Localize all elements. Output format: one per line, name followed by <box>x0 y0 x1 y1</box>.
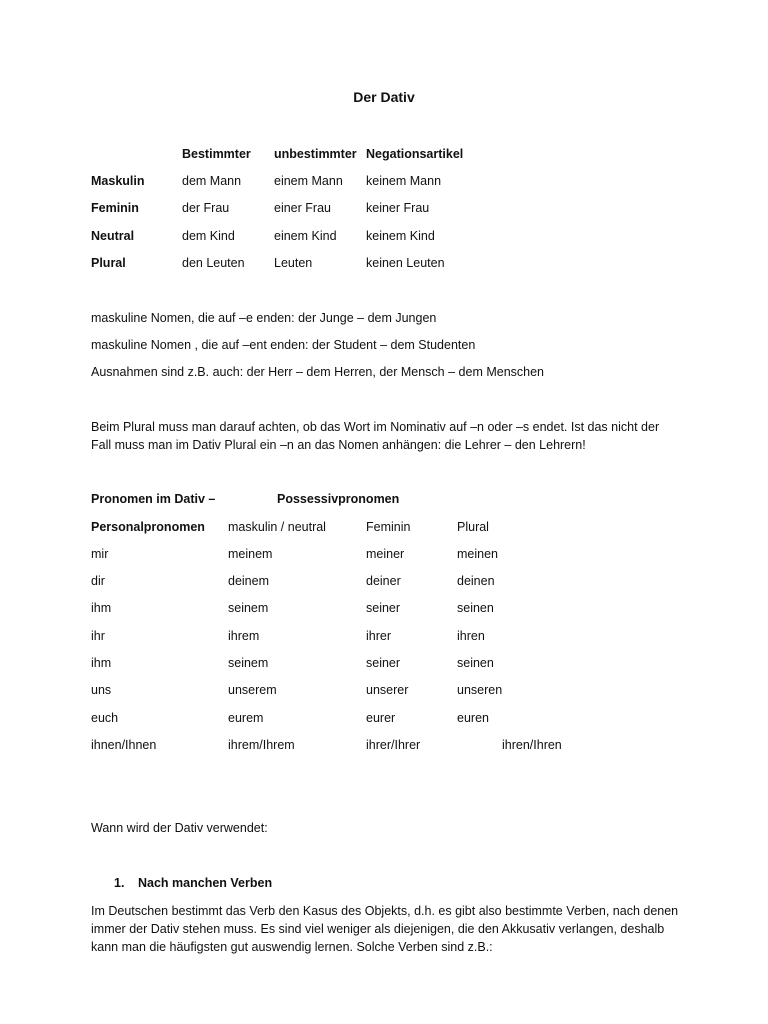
rule-line: maskuline Nomen , die auf –ent enden: der Student – dem Studenten <box>91 338 476 352</box>
header-bestimmter: Bestimmter <box>182 147 251 161</box>
table-cell: ihrer/Ihrer <box>366 738 421 752</box>
header-negationsartikel: Negationsartikel <box>366 147 464 161</box>
table-cell: ihrer <box>366 629 392 643</box>
plural-note: Beim Plural muss man darauf achten, ob das Wort im Nominativ auf –n oder –s endet. Ist das nicht der Fall muss man im Dativ Plural ein –n an das Nomen anhängen: die Lehrer – den Lehrern! <box>91 420 660 452</box>
table-cell: keinem Kind <box>366 229 435 243</box>
list-number: 1. <box>114 876 125 890</box>
header-feminin: Feminin <box>366 520 411 534</box>
table-cell: ihr <box>91 629 105 643</box>
table-cell: der Frau <box>182 201 230 215</box>
usage-question: Wann wird der Dativ verwendet: <box>91 821 268 835</box>
table-cell: einem Mann <box>274 174 343 188</box>
table-cell: seiner <box>366 656 401 670</box>
table-cell: euch <box>91 711 119 725</box>
table-cell: einer Frau <box>274 201 331 215</box>
table-cell: meinen <box>457 547 498 561</box>
table-cell: Leuten <box>274 256 313 270</box>
header-plural: Plural <box>457 520 489 534</box>
list-heading: Nach manchen Verben <box>138 876 273 890</box>
table-cell: keiner Frau <box>366 201 430 215</box>
table-cell: eurem <box>228 711 264 725</box>
table-cell: ihnen/Ihnen <box>91 738 157 752</box>
table-cell: seinem <box>228 656 269 670</box>
table-cell: ihm <box>91 656 112 670</box>
table-cell: unseren <box>457 683 503 697</box>
table-cell: seinen <box>457 656 494 670</box>
page-title: Der Dativ <box>353 89 415 105</box>
table-cell: euren <box>457 711 489 725</box>
row-label: Plural <box>91 256 126 270</box>
header-personalpronomen: Personalpronomen <box>91 520 205 534</box>
table-cell: seinem <box>228 601 269 615</box>
table-cell: einem Kind <box>274 229 337 243</box>
header-maskulin-neutral: maskulin / neutral <box>228 520 326 534</box>
table-cell: dem Kind <box>182 229 235 243</box>
table-cell: keinem Mann <box>366 174 442 188</box>
table-cell: ihrem/Ihrem <box>228 738 295 752</box>
table-cell: ihm <box>91 601 112 615</box>
table-cell: unserem <box>228 683 277 697</box>
table-cell: mir <box>91 547 109 561</box>
table-cell: seiner <box>366 601 401 615</box>
row-label: Maskulin <box>91 174 145 188</box>
table-cell: keinen Leuten <box>366 256 445 270</box>
row-label: Feminin <box>91 201 139 215</box>
rule-line: Ausnahmen sind z.B. auch: der Herr – dem Herren, der Mensch – dem Menschen <box>91 365 544 379</box>
table-cell: deinem <box>228 574 269 588</box>
table-cell: seinen <box>457 601 494 615</box>
table-cell: dir <box>91 574 105 588</box>
table-cell: ihren <box>457 629 485 643</box>
verbs-paragraph: Im Deutschen bestimmt das Verb den Kasus des Objekts, d.h. es gibt also bestimmte Verben, nach denen immer der Dativ stehen muss. Es sind viel weniger als diejenigen, die den Akkusativ verlangen, deshalb kann man die häufigsten gut auswendig lernen. Solche Verben sind z.B.: <box>91 904 679 954</box>
pronoun-caption: Pronomen im Dativ – <box>91 492 216 506</box>
possessive-caption: Possessivpronomen <box>277 492 400 506</box>
table-cell: uns <box>91 683 112 697</box>
table-cell: deiner <box>366 574 401 588</box>
table-cell: eurer <box>366 711 396 725</box>
table-cell: ihren/Ihren <box>502 738 562 752</box>
table-cell: dem Mann <box>182 174 242 188</box>
row-label: Neutral <box>91 229 135 243</box>
rule-line: maskuline Nomen, die auf –e enden: der Junge – dem Jungen <box>91 311 437 325</box>
table-cell: meiner <box>366 547 405 561</box>
table-cell: meinem <box>228 547 273 561</box>
table-cell: ihrem <box>228 629 260 643</box>
header-unbestimmter: unbestimmter <box>274 147 357 161</box>
table-cell: deinen <box>457 574 495 588</box>
table-cell: den Leuten <box>182 256 245 270</box>
table-cell: unserer <box>366 683 409 697</box>
